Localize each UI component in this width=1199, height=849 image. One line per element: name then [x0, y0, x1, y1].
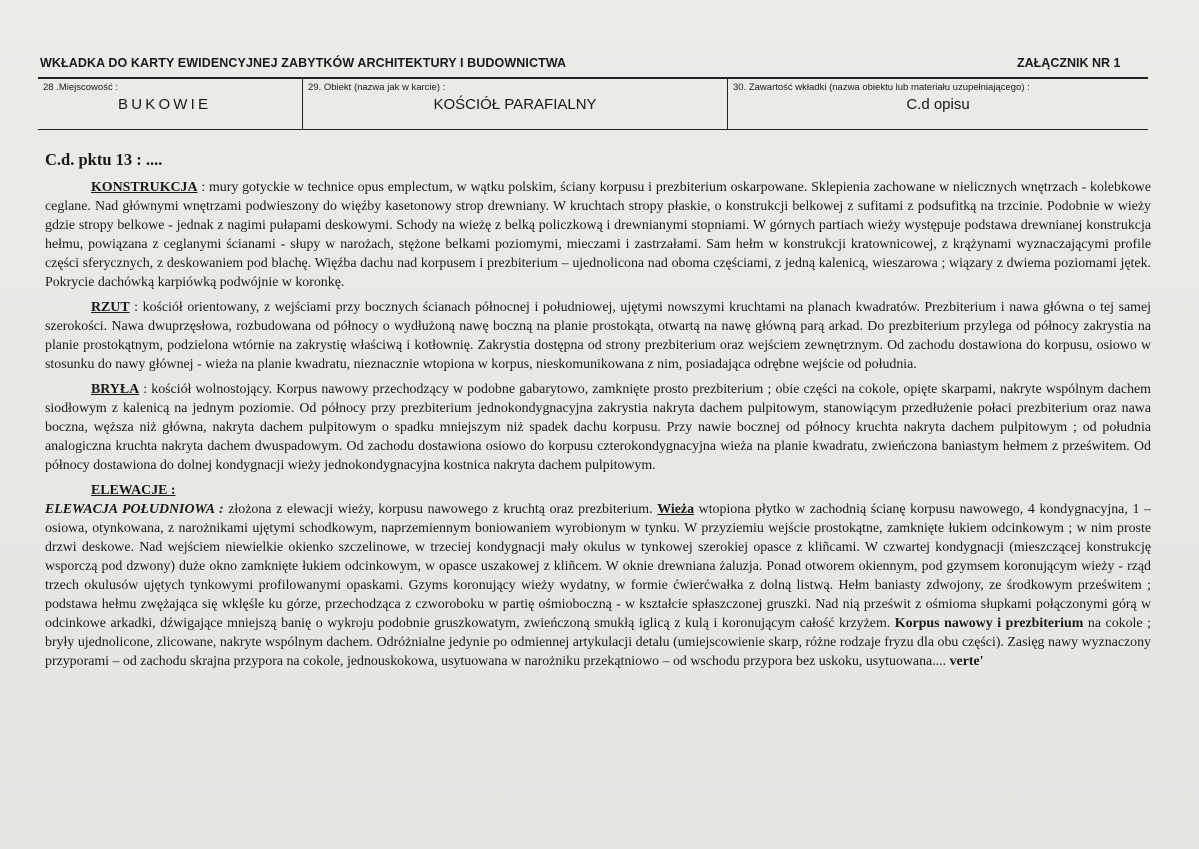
content-value: C.d opisu — [906, 96, 970, 113]
document-header-title: WKŁADKA DO KARTY EWIDENCYJNEJ ZABYTKÓW ARCHITEKTURY I BUDOWNICTWA — [40, 56, 567, 70]
content-cell — [727, 79, 1148, 129]
wieza-heading: Wieża — [657, 502, 695, 517]
elewacja-text-3: na cokole ; bryły ujednolicone, zlicowane, nakryte wspólnym dachem. Odróżnialne jedynie po odmiennej artykulacji detalu (umiejscowienie skarp, różne rodzaje fryzu dla obu części). Zasięg nawy wyznaczony przyporami – od zachodu skrajna przypora na cokole, jednouskokowa, usytuowana w narożniku przekątniowo – od wschodu przypora bez uskoku, usytuowana.... — [45, 616, 1151, 669]
verte-note: verte' — [949, 654, 984, 669]
elewacja-text-2: wtopiona płytko w zachodnią ścianę korpusu nawowego, 4 kondygnacyjna, 1 –osiowa, otynkowana, z narożnikami ujętymi schodkowym, naprzemiennym boniowaniem wyrobionym w tynku. W przyziemiu wejście prostokątne, zamknięte łukiem odcinkowym ; w nim proste drzwi deskowe. Nad wejściem niewielkie okienko szczelinowe, w trzeciej kondygnacji mały okulus w tynkowej szerokiej opasce z kliñcami. W czwartej kondygnacji (mieszczącej konstrukcję wsporczą pod dzwony) duże okno zamknięte łukiem odcinkowym, w opasce uszakowej z kliñcem. W oknie drewniana żaluzja. Ponad otworem okiennym, pod gzymsem koronującym wieży - rząd trzech okulusów ujętych tynkowymi profilowanymi opaskami. Gzyms koronujący wieży wydatny, w formie ćwierćwałka z dolną listwą. Hełm baniasty zdwojony, ze środkowym prześwitem ; podstawa hełmu zwężająca się wklęśle ku górze, przechodząca z czworoboku w partię ośmioboczną - w kształcie spłaszczonej gruszki. Nad nią prześwit z ośmioma słupkami połączonymi górą w odcinkowe arkadki, dźwigające mniejszą banię o wykroju podobnie gruszkowatym, zwieńczoną smukłą iglicą z kulą i koronującym całość krzyżem. — [45, 502, 1152, 631]
place-value: BUKOWIE — [118, 96, 212, 113]
object-label: 29. Obiekt (nazwa jak w karcie) : — [308, 82, 446, 93]
section-title: C.d. pktu 13 : .... — [45, 150, 163, 169]
konstrukcja-heading: KONSTRUKCJA — [91, 180, 198, 195]
bryla-heading: BRYŁA — [91, 382, 140, 397]
konstrukcja-paragraph — [45, 178, 1151, 292]
place-cell — [38, 79, 302, 129]
konstrukcja-text: : mury gotyckie w technice opus emplectum, w wątku polskim, ściany korpusu i prezbiterium oskarpowane. Sklepienia zachowane w nielicznych wnętrzach - kolebkowe ceglane. Nad głównymi wnętrzami podwieszony do więźby kasetonowy strop drewniany. W kruchtach stropy płaskie, o konstrukcji belkowej z sufitami z podsufitką na trzcinie. Podobnie w wieży gdzie stropy belkowe - jednak z nagimi pułapami deskowymi. Schody na wieżę z belką policzkową i drewnianymi stopniami. W górnych partiach wieży występuje podstawa drewnianej konstrukcja hełmu, powiązana z ceglanymi ścianami - słupy w narożach, stężone belkami poziomymi, mieczami i zastrzałami. Sam hełm w konstrukcji kratownicowej, z krążynami wyznaczającymi profile części sferycznych, z deskowaniem pod blachę. Więźba dachu nad korpusem i prezbiterium – ujednolicona nad oboma częściami, z jedną kalenicą, wieszarowa ; wiązary z dwiema poziomami jętek. Pokrycie dachówką karpiówką podwójnie w koronkę. — [45, 180, 1151, 290]
rzut-text: : kościół orientowany, z wejściami przy bocznych ścianach północnej i południowej, ujętymi nowszymi kruchtami na planach kwadratów. Prezbiterium i nawa główna o tej samej szerokości. Nawa dwuprzęsłowa, rozbudowana od północy o wydłużoną nawę boczną na planie prostokąta, otwartą na nawę główną parą arkad. Do prezbiterium przylega od północy zakrystia na planie prostokątnym, podzielona wtórnie na zakrystię właściwą i kotłownię. Zakrystia dostępna od strony prezbiterium oraz wejściem zewnętrznym. Od zachodu dostawiona do korpusu, osiowo w stosunku do nawy głównej - wieża na planie kwadratu, nieznacznie wtopiona w korpus, nieskomunikowana z nim, posiadająca odrębne wejście od południa. — [45, 300, 1151, 372]
elewacja-text-1: złożona z elewacji wieży, korpusu nawowego z kruchtą oraz prezbiterium. — [223, 502, 658, 517]
elewacje-heading: ELEWACJE : — [91, 483, 176, 498]
annex-label: ZAŁĄCZNIK NR 1 — [1017, 56, 1121, 70]
object-cell — [302, 79, 727, 129]
elewacje-heading-line — [45, 481, 1151, 500]
object-value: KOŚCIÓŁ PARAFIALNY — [433, 96, 597, 113]
place-label: 28 .Miejscowość : — [43, 82, 118, 93]
rzut-heading: RZUT — [91, 300, 130, 315]
bryla-paragraph — [45, 380, 1151, 475]
content-label: 30. Zawartość wkładki (nazwa obiektu lub materiału uzupełniającego) : — [733, 82, 1030, 93]
elewacja-poludniowa-heading: ELEWACJA POŁUDNIOWA : — [45, 502, 224, 517]
bryla-text: : kościół wolnostojący. Korpus nawowy przechodzący w podobne gabarytowo, zamknięte prosto prezbiterium ; obie części na cokole, opięte skarpami, nakryte wspólnym dachem siodłowym z kalenicą na jednym poziomie. Od północy przy prezbiterium jednokondygnacyjna zakrystia nakryta dachem pulpitowym, stanowiącym przedłużenie połaci prezbiterium oraz nawa boczna, węższa niż główna, nakryta dachem pulpitowym o spadku mniejszym niż spadek dachu korpusu. Przy nawie bocznej od północy kruchta nakryta dachem pulpitowym ; od południa analogiczna kruchta nakryta dachem dwuspadowym. Od zachodu dostawiona osiowo do korpusu czterokondygnacyjna wieża na planie kwadratu, zwieńczona baniastym hełmem z prześwitem. Od północy dostawiona do dolnej kondygnacji wieży jednokondygnacyjna kostnica nakryta dachem pulpitowym. — [45, 382, 1151, 473]
elewacja-poludniowa-paragraph — [45, 500, 1151, 671]
document-body — [45, 178, 1151, 677]
rzut-paragraph — [45, 298, 1151, 374]
korpus-heading: Korpus nawowy i prezbiterium — [894, 616, 1084, 631]
form-fields-table — [38, 77, 1148, 130]
